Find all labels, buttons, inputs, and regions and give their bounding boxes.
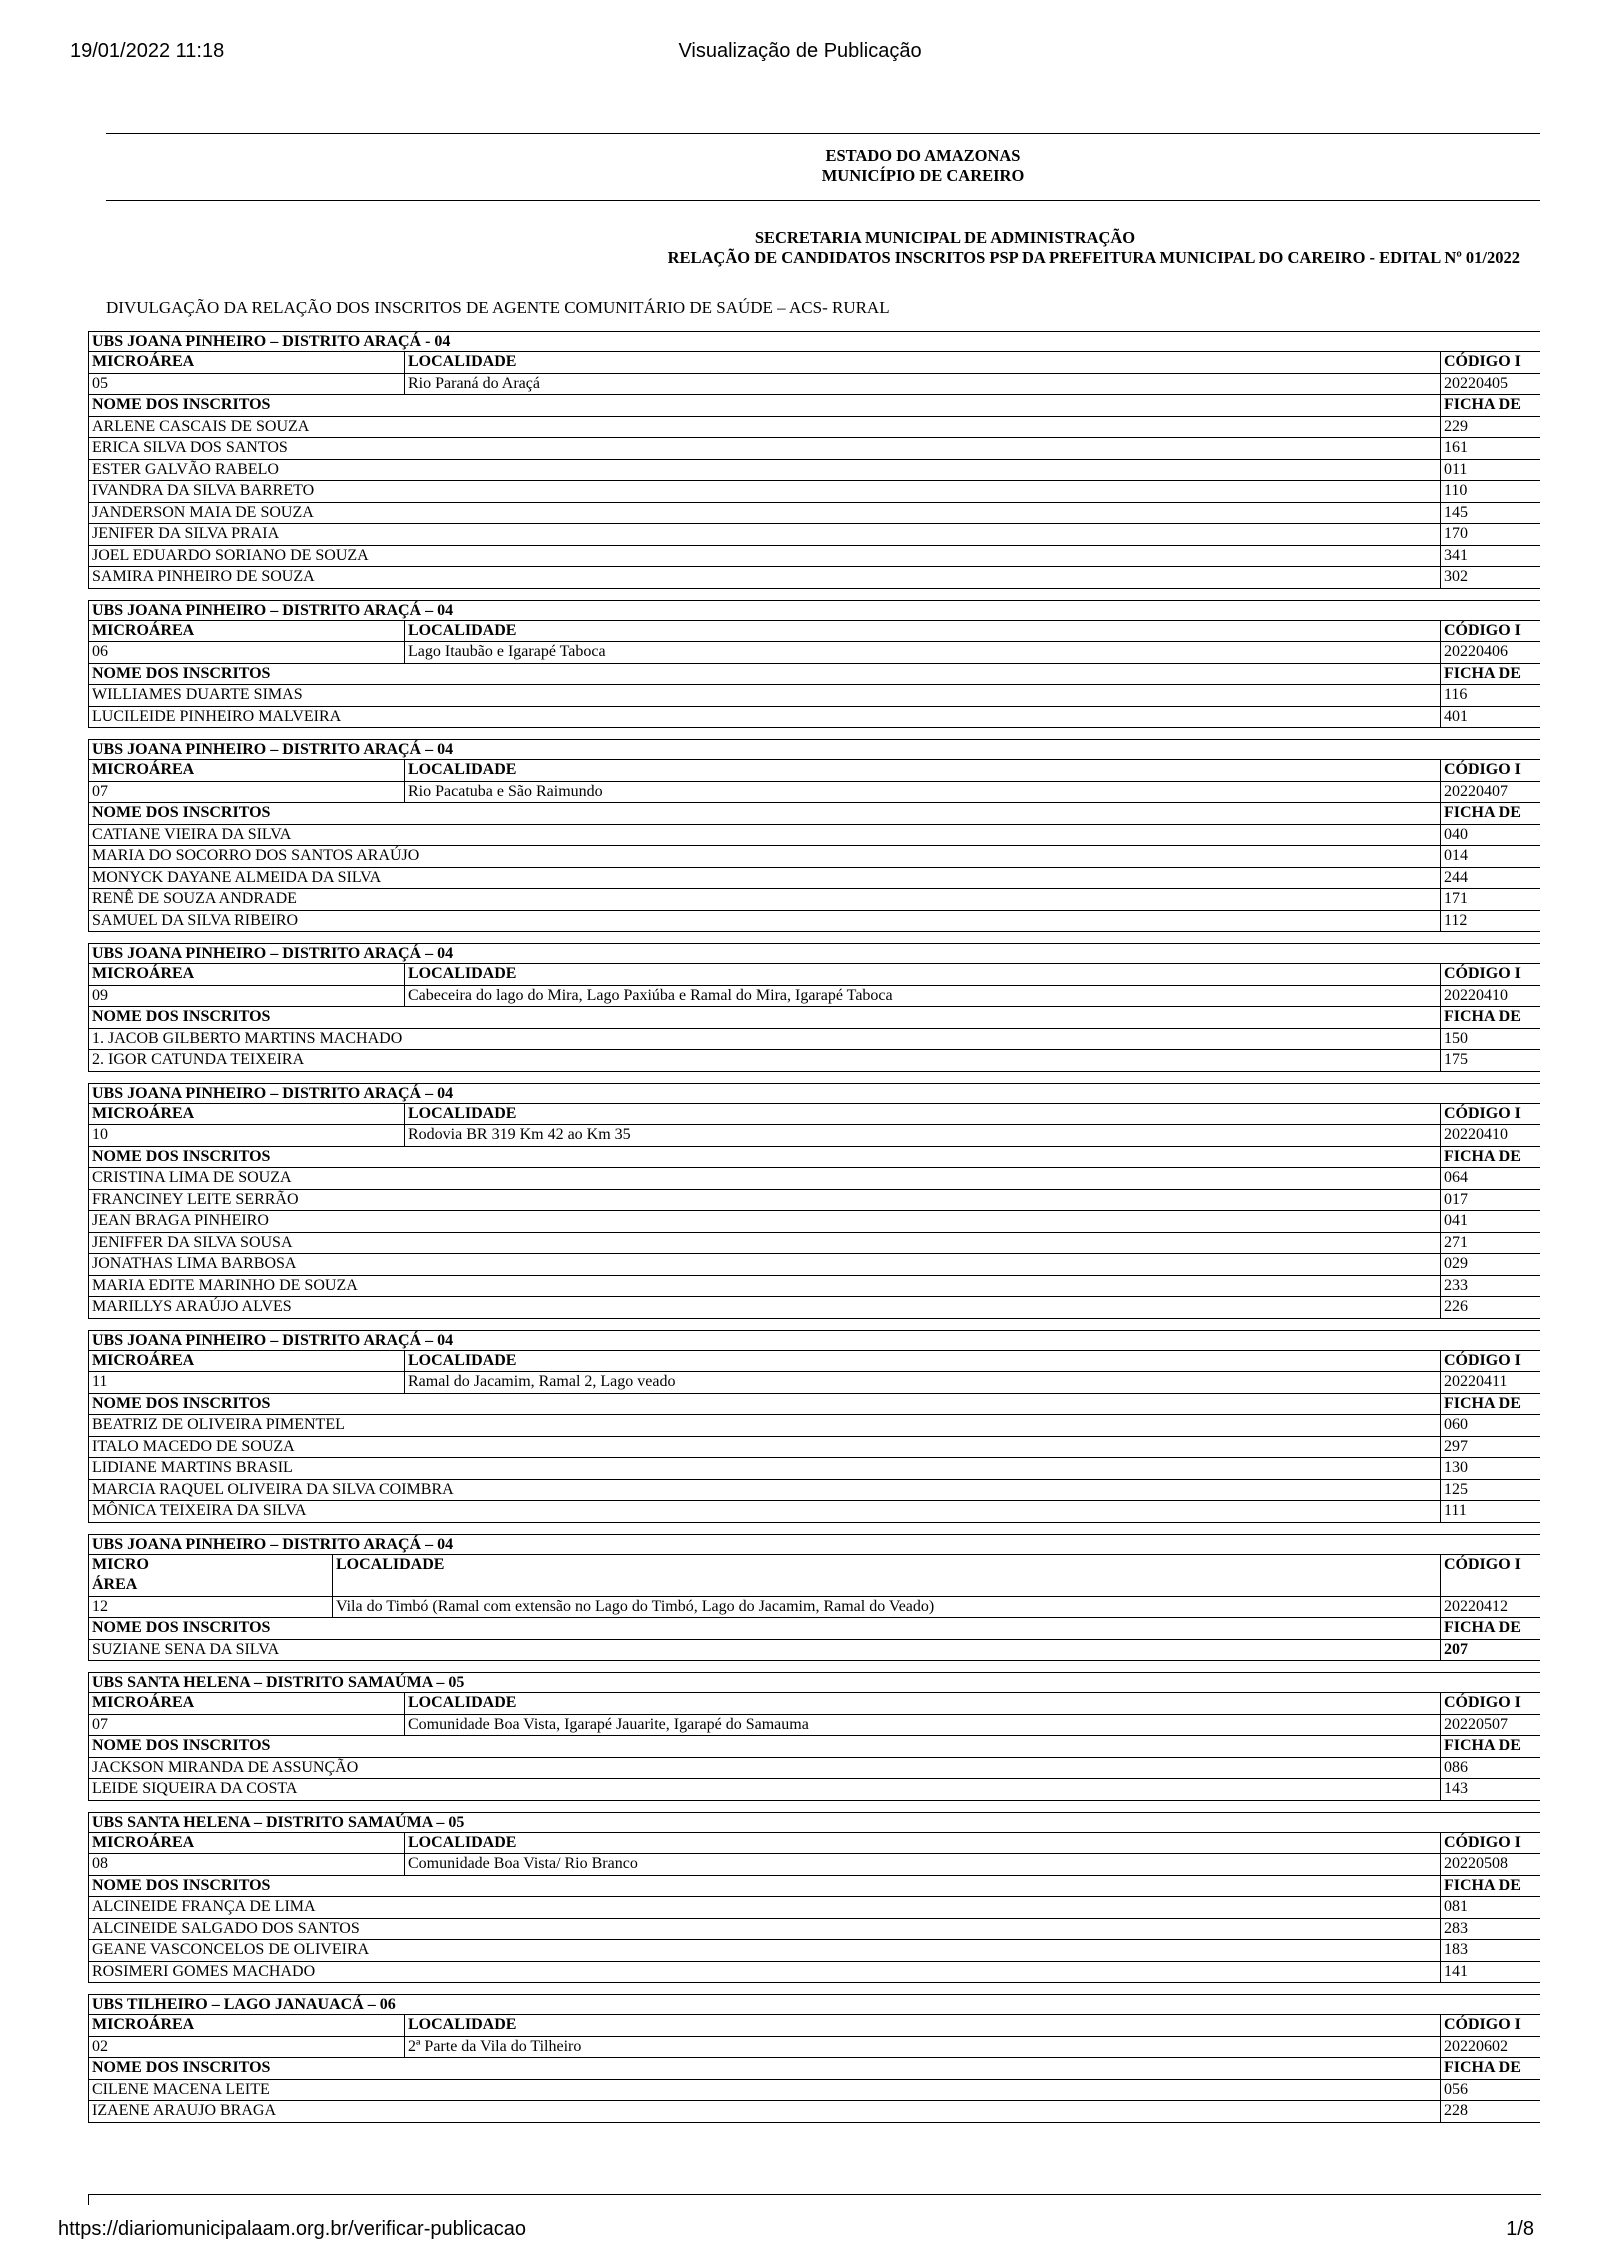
candidate-ficha: 143 bbox=[1440, 1779, 1540, 1801]
candidate-ficha: 112 bbox=[1440, 911, 1540, 933]
section-table bbox=[88, 1555, 1540, 1662]
ubs-section bbox=[88, 1994, 1540, 2123]
localidade-value: Rio Paraná do Araçá bbox=[404, 374, 1440, 396]
microarea-header: MICROÁREA bbox=[88, 1693, 404, 1715]
candidate-name: GEANE VASCONCELOS DE OLIVEIRA bbox=[88, 1940, 1440, 1962]
candidate-name: MARCIA RAQUEL OLIVEIRA DA SILVA COIMBRA bbox=[88, 1480, 1440, 1502]
ficha-header: FICHA DE bbox=[1440, 803, 1540, 825]
candidate-name: RENÊ DE SOUZA ANDRADE bbox=[88, 889, 1440, 911]
print-datetime: 19/01/2022 11:18 bbox=[70, 40, 225, 62]
localidade-header: LOCALIDADE bbox=[404, 1833, 1440, 1855]
candidate-name: ALCINEIDE FRANÇA DE LIMA bbox=[88, 1897, 1440, 1919]
candidate-ficha: 233 bbox=[1440, 1276, 1540, 1298]
ficha-header: FICHA DE bbox=[1440, 664, 1540, 686]
candidate-name: SAMIRA PINHEIRO DE SOUZA bbox=[88, 567, 1440, 589]
ubs-section bbox=[88, 943, 1540, 1072]
candidate-ficha: 116 bbox=[1440, 685, 1540, 707]
microarea-value: 07 bbox=[88, 782, 404, 804]
candidate-ficha: 297 bbox=[1440, 1437, 1540, 1459]
candidate-ficha: 207 bbox=[1440, 1640, 1540, 1662]
microarea-header: MICROÁREA bbox=[88, 1104, 404, 1126]
localidade-header: LOCALIDADE bbox=[404, 621, 1440, 643]
candidate-name: MÔNICA TEIXEIRA DA SILVA bbox=[88, 1501, 1440, 1523]
codigo-value: 20220410 bbox=[1440, 986, 1540, 1008]
candidate-name: JENIFER DA SILVA PRAIA bbox=[88, 524, 1440, 546]
ubs-section bbox=[88, 1083, 1540, 1319]
localidade-value: Rodovia BR 319 Km 42 ao Km 35 bbox=[404, 1125, 1440, 1147]
microarea-value: 02 bbox=[88, 2037, 404, 2059]
candidate-name: 1. JACOB GILBERTO MARTINS MACHADO bbox=[88, 1029, 1440, 1051]
codigo-value: 20220508 bbox=[1440, 1854, 1540, 1876]
browser-print-footer bbox=[0, 2218, 1600, 2244]
localidade-header: LOCALIDADE bbox=[404, 1351, 1440, 1373]
ubs-title: UBS JOANA PINHEIRO – DISTRITO ARAÇÁ – 04 bbox=[88, 739, 1540, 760]
codigo-value: 20220411 bbox=[1440, 1372, 1540, 1394]
top-rule bbox=[106, 133, 1540, 134]
ubs-title: UBS JOANA PINHEIRO – DISTRITO ARAÇÁ – 04 bbox=[88, 600, 1540, 621]
candidate-ficha: 150 bbox=[1440, 1029, 1540, 1051]
localidade-header: LOCALIDADE bbox=[404, 760, 1440, 782]
candidate-name: LUCILEIDE PINHEIRO MALVEIRA bbox=[88, 707, 1440, 729]
codigo-header: CÓDIGO I bbox=[1440, 760, 1540, 782]
candidate-ficha: 283 bbox=[1440, 1919, 1540, 1941]
microarea-value: 07 bbox=[88, 1715, 404, 1737]
ubs-title: UBS SANTA HELENA – DISTRITO SAMAÚMA – 05 bbox=[88, 1672, 1540, 1693]
candidate-name: MARIA EDITE MARINHO DE SOUZA bbox=[88, 1276, 1440, 1298]
candidate-ficha: 125 bbox=[1440, 1480, 1540, 1502]
candidate-ficha: 029 bbox=[1440, 1254, 1540, 1276]
nome-header: NOME DOS INSCRITOS bbox=[88, 1876, 1440, 1898]
section-table bbox=[88, 1693, 1540, 1801]
codigo-value: 20220507 bbox=[1440, 1715, 1540, 1737]
candidate-ficha: 302 bbox=[1440, 567, 1540, 589]
section-table bbox=[88, 1833, 1540, 1984]
codigo-header: CÓDIGO I bbox=[1440, 1833, 1540, 1855]
ubs-section bbox=[88, 600, 1540, 729]
localidade-value: Comunidade Boa Vista/ Rio Branco bbox=[404, 1854, 1440, 1876]
codigo-value: 20220406 bbox=[1440, 642, 1540, 664]
ubs-title: UBS JOANA PINHEIRO – DISTRITO ARAÇÁ - 04 bbox=[88, 331, 1540, 352]
nome-header: NOME DOS INSCRITOS bbox=[88, 664, 1440, 686]
codigo-header: CÓDIGO I bbox=[1440, 1104, 1540, 1126]
localidade-value: Ramal do Jacamim, Ramal 2, Lago veado bbox=[404, 1372, 1440, 1394]
state-header bbox=[106, 146, 1540, 186]
microarea-value: 09 bbox=[88, 986, 404, 1008]
ubs-section bbox=[88, 1812, 1540, 1984]
nome-header: NOME DOS INSCRITOS bbox=[88, 2058, 1440, 2080]
ficha-header: FICHA DE bbox=[1440, 1007, 1540, 1029]
nome-header: NOME DOS INSCRITOS bbox=[88, 395, 1440, 417]
codigo-header: CÓDIGO I bbox=[1440, 352, 1540, 374]
candidate-ficha: 401 bbox=[1440, 707, 1540, 729]
candidate-name: JACKSON MIRANDA DE ASSUNÇÃO bbox=[88, 1758, 1440, 1780]
candidate-ficha: 170 bbox=[1440, 524, 1540, 546]
nome-header: NOME DOS INSCRITOS bbox=[88, 1618, 1440, 1640]
candidate-ficha: 014 bbox=[1440, 846, 1540, 868]
candidate-name: JEAN BRAGA PINHEIRO bbox=[88, 1211, 1440, 1233]
candidate-ficha: 229 bbox=[1440, 417, 1540, 439]
candidate-sections bbox=[88, 331, 1540, 2134]
candidate-name: JONATHAS LIMA BARBOSA bbox=[88, 1254, 1440, 1276]
ficha-header: FICHA DE bbox=[1440, 1147, 1540, 1169]
microarea-value: 08 bbox=[88, 1854, 404, 1876]
ubs-title: UBS JOANA PINHEIRO – DISTRITO ARAÇÁ – 04 bbox=[88, 1083, 1540, 1104]
microarea-value: 12 bbox=[88, 1597, 332, 1619]
ficha-header: FICHA DE bbox=[1440, 1876, 1540, 1898]
candidate-name: MONYCK DAYANE ALMEIDA DA SILVA bbox=[88, 868, 1440, 890]
candidate-ficha: 226 bbox=[1440, 1297, 1540, 1319]
codigo-header: CÓDIGO I bbox=[1440, 2015, 1540, 2037]
candidate-ficha: 161 bbox=[1440, 438, 1540, 460]
codigo-value: 20220405 bbox=[1440, 374, 1540, 396]
candidate-ficha: 228 bbox=[1440, 2101, 1540, 2123]
ficha-header: FICHA DE bbox=[1440, 1736, 1540, 1758]
candidate-name: SUZIANE SENA DA SILVA bbox=[88, 1640, 1440, 1662]
section-table bbox=[88, 1351, 1540, 1523]
candidate-ficha: 244 bbox=[1440, 868, 1540, 890]
candidate-name: LEIDE SIQUEIRA DA COSTA bbox=[88, 1779, 1440, 1801]
codigo-header: CÓDIGO I bbox=[1440, 1351, 1540, 1373]
candidate-ficha: 183 bbox=[1440, 1940, 1540, 1962]
nome-header: NOME DOS INSCRITOS bbox=[88, 803, 1440, 825]
microarea-value: 06 bbox=[88, 642, 404, 664]
ubs-title: UBS SANTA HELENA – DISTRITO SAMAÚMA – 05 bbox=[88, 1812, 1540, 1833]
localidade-header: LOCALIDADE bbox=[404, 352, 1440, 374]
localidade-value: Rio Pacatuba e São Raimundo bbox=[404, 782, 1440, 804]
section-table bbox=[88, 1104, 1540, 1319]
microarea-header: MICRO ÁREA bbox=[88, 1555, 332, 1597]
microarea-header: MICROÁREA bbox=[88, 964, 404, 986]
candidate-name: SAMUEL DA SILVA RIBEIRO bbox=[88, 911, 1440, 933]
candidate-ficha: 271 bbox=[1440, 1233, 1540, 1255]
section-table bbox=[88, 621, 1540, 729]
candidate-ficha: 175 bbox=[1440, 1050, 1540, 1072]
candidate-name: CILENE MACENA LEITE bbox=[88, 2080, 1440, 2102]
ubs-title: UBS JOANA PINHEIRO – DISTRITO ARAÇÁ – 04 bbox=[88, 1534, 1540, 1555]
localidade-header: LOCALIDADE bbox=[332, 1555, 1440, 1597]
relation-title: RELAÇÃO DE CANDIDATOS INSCRITOS PSP DA PREFEITURA MUNICIPAL DO CAREIRO - EDITAL Nº 01/2022 bbox=[667, 248, 1520, 267]
print-page-title: Visualização de Publicação bbox=[678, 40, 922, 62]
ubs-section bbox=[88, 1672, 1540, 1801]
municipality-name: MUNICÍPIO DE CAREIRO bbox=[821, 166, 1025, 185]
candidate-ficha: 130 bbox=[1440, 1458, 1540, 1480]
candidate-name: MARILLYS ARAÚJO ALVES bbox=[88, 1297, 1440, 1319]
document-subtitle: DIVULGAÇÃO DA RELAÇÃO DOS INSCRITOS DE AGENTE COMUNITÁRIO DE SAÚDE – ACS- RURAL bbox=[106, 298, 890, 317]
localidade-value: Vila do Timbó (Ramal com extensão no Lago do Timbó, Lago do Jacamim, Ramal do Veado) bbox=[332, 1597, 1440, 1619]
localidade-header: LOCALIDADE bbox=[404, 1104, 1440, 1126]
microarea-value: 10 bbox=[88, 1125, 404, 1147]
microarea-header: MICROÁREA bbox=[88, 1351, 404, 1373]
candidate-name: JANDERSON MAIA DE SOUZA bbox=[88, 503, 1440, 525]
candidate-ficha: 341 bbox=[1440, 546, 1540, 568]
codigo-value: 20220602 bbox=[1440, 2037, 1540, 2059]
candidate-name: WILLIAMES DUARTE SIMAS bbox=[88, 685, 1440, 707]
section-table bbox=[88, 964, 1540, 1072]
candidate-ficha: 110 bbox=[1440, 481, 1540, 503]
candidate-ficha: 040 bbox=[1440, 825, 1540, 847]
ubs-title: UBS JOANA PINHEIRO – DISTRITO ARAÇÁ – 04 bbox=[88, 1330, 1540, 1351]
nome-header: NOME DOS INSCRITOS bbox=[88, 1147, 1440, 1169]
candidate-name: ALCINEIDE SALGADO DOS SANTOS bbox=[88, 1919, 1440, 1941]
section-table bbox=[88, 760, 1540, 932]
localidade-header: LOCALIDADE bbox=[404, 964, 1440, 986]
state-name: ESTADO DO AMAZONAS bbox=[825, 146, 1021, 165]
localidade-value: Comunidade Boa Vista, Igarapé Jauarite, Igarapé do Samauma bbox=[404, 1715, 1440, 1737]
codigo-value: 20220410 bbox=[1440, 1125, 1540, 1147]
truncated-table-edge bbox=[88, 2194, 1541, 2205]
candidate-ficha: 145 bbox=[1440, 503, 1540, 525]
candidate-name: CATIANE VIEIRA DA SILVA bbox=[88, 825, 1440, 847]
ficha-header: FICHA DE bbox=[1440, 395, 1540, 417]
candidate-ficha: 017 bbox=[1440, 1190, 1540, 1212]
ficha-header: FICHA DE bbox=[1440, 2058, 1540, 2080]
microarea-header: MICROÁREA bbox=[88, 1833, 404, 1855]
codigo-header: CÓDIGO I bbox=[1440, 1555, 1540, 1597]
nome-header: NOME DOS INSCRITOS bbox=[88, 1007, 1440, 1029]
codigo-header: CÓDIGO I bbox=[1440, 1693, 1540, 1715]
microarea-value: 11 bbox=[88, 1372, 404, 1394]
ubs-section bbox=[88, 739, 1540, 932]
candidate-ficha: 041 bbox=[1440, 1211, 1540, 1233]
ubs-section bbox=[88, 1330, 1540, 1523]
print-url: https://diariomunicipalaam.org.br/verificar-publicacao bbox=[58, 2218, 526, 2240]
candidate-name: IVANDRA DA SILVA BARRETO bbox=[88, 481, 1440, 503]
ubs-title: UBS TILHEIRO – LAGO JANAUACÁ – 06 bbox=[88, 1994, 1540, 2015]
candidate-name: 2. IGOR CATUNDA TEIXEIRA bbox=[88, 1050, 1440, 1072]
candidate-ficha: 056 bbox=[1440, 2080, 1540, 2102]
ficha-header: FICHA DE bbox=[1440, 1394, 1540, 1416]
candidate-ficha: 141 bbox=[1440, 1962, 1540, 1984]
candidate-ficha: 060 bbox=[1440, 1415, 1540, 1437]
localidade-value: 2ª Parte da Vila do Tilheiro bbox=[404, 2037, 1440, 2059]
candidate-name: JOEL EDUARDO SORIANO DE SOUZA bbox=[88, 546, 1440, 568]
localidade-header: LOCALIDADE bbox=[404, 2015, 1440, 2037]
ubs-section bbox=[88, 1534, 1540, 1662]
candidate-ficha: 011 bbox=[1440, 460, 1540, 482]
candidate-ficha: 086 bbox=[1440, 1758, 1540, 1780]
candidate-name: LIDIANE MARTINS BRASIL bbox=[88, 1458, 1440, 1480]
candidate-ficha: 171 bbox=[1440, 889, 1540, 911]
codigo-header: CÓDIGO I bbox=[1440, 621, 1540, 643]
microarea-header: MICROÁREA bbox=[88, 621, 404, 643]
secretariat-header bbox=[220, 228, 1520, 268]
microarea-value: 05 bbox=[88, 374, 404, 396]
localidade-value: Lago Itaubão e Igarapé Taboca bbox=[404, 642, 1440, 664]
mid-rule bbox=[106, 200, 1540, 201]
candidate-name: FRANCINEY LEITE SERRÃO bbox=[88, 1190, 1440, 1212]
candidate-name: CRISTINA LIMA DE SOUZA bbox=[88, 1168, 1440, 1190]
nome-header: NOME DOS INSCRITOS bbox=[88, 1394, 1440, 1416]
candidate-ficha: 064 bbox=[1440, 1168, 1540, 1190]
candidate-name: IZAENE ARAUJO BRAGA bbox=[88, 2101, 1440, 2123]
candidate-name: ITALO MACEDO DE SOUZA bbox=[88, 1437, 1440, 1459]
candidate-name: BEATRIZ DE OLIVEIRA PIMENTEL bbox=[88, 1415, 1440, 1437]
codigo-value: 20220412 bbox=[1440, 1597, 1540, 1619]
ubs-section bbox=[88, 331, 1540, 589]
candidate-name: MARIA DO SOCORRO DOS SANTOS ARAÚJO bbox=[88, 846, 1440, 868]
candidate-name: ESTER GALVÃO RABELO bbox=[88, 460, 1440, 482]
section-table bbox=[88, 2015, 1540, 2123]
codigo-header: CÓDIGO I bbox=[1440, 964, 1540, 986]
ubs-title: UBS JOANA PINHEIRO – DISTRITO ARAÇÁ – 04 bbox=[88, 943, 1540, 964]
candidate-ficha: 081 bbox=[1440, 1897, 1540, 1919]
localidade-header: LOCALIDADE bbox=[404, 1693, 1440, 1715]
microarea-header: MICROÁREA bbox=[88, 2015, 404, 2037]
codigo-value: 20220407 bbox=[1440, 782, 1540, 804]
section-table bbox=[88, 352, 1540, 589]
microarea-header: MICROÁREA bbox=[88, 352, 404, 374]
candidate-name: ERICA SILVA DOS SANTOS bbox=[88, 438, 1440, 460]
candidate-name: ROSIMERI GOMES MACHADO bbox=[88, 1962, 1440, 1984]
candidate-name: ARLENE CASCAIS DE SOUZA bbox=[88, 417, 1440, 439]
nome-header: NOME DOS INSCRITOS bbox=[88, 1736, 1440, 1758]
localidade-value: Cabeceira do lago do Mira, Lago Paxiúba e Ramal do Mira, Igarapé Taboca bbox=[404, 986, 1440, 1008]
candidate-name: JENIFFER DA SILVA SOUSA bbox=[88, 1233, 1440, 1255]
secretariat-name: SECRETARIA MUNICIPAL DE ADMINISTRAÇÃO bbox=[754, 228, 1136, 247]
microarea-header: MICROÁREA bbox=[88, 760, 404, 782]
print-page-number: 1/8 bbox=[1506, 2218, 1534, 2240]
candidate-ficha: 111 bbox=[1440, 1501, 1540, 1523]
ficha-header: FICHA DE bbox=[1440, 1618, 1540, 1640]
